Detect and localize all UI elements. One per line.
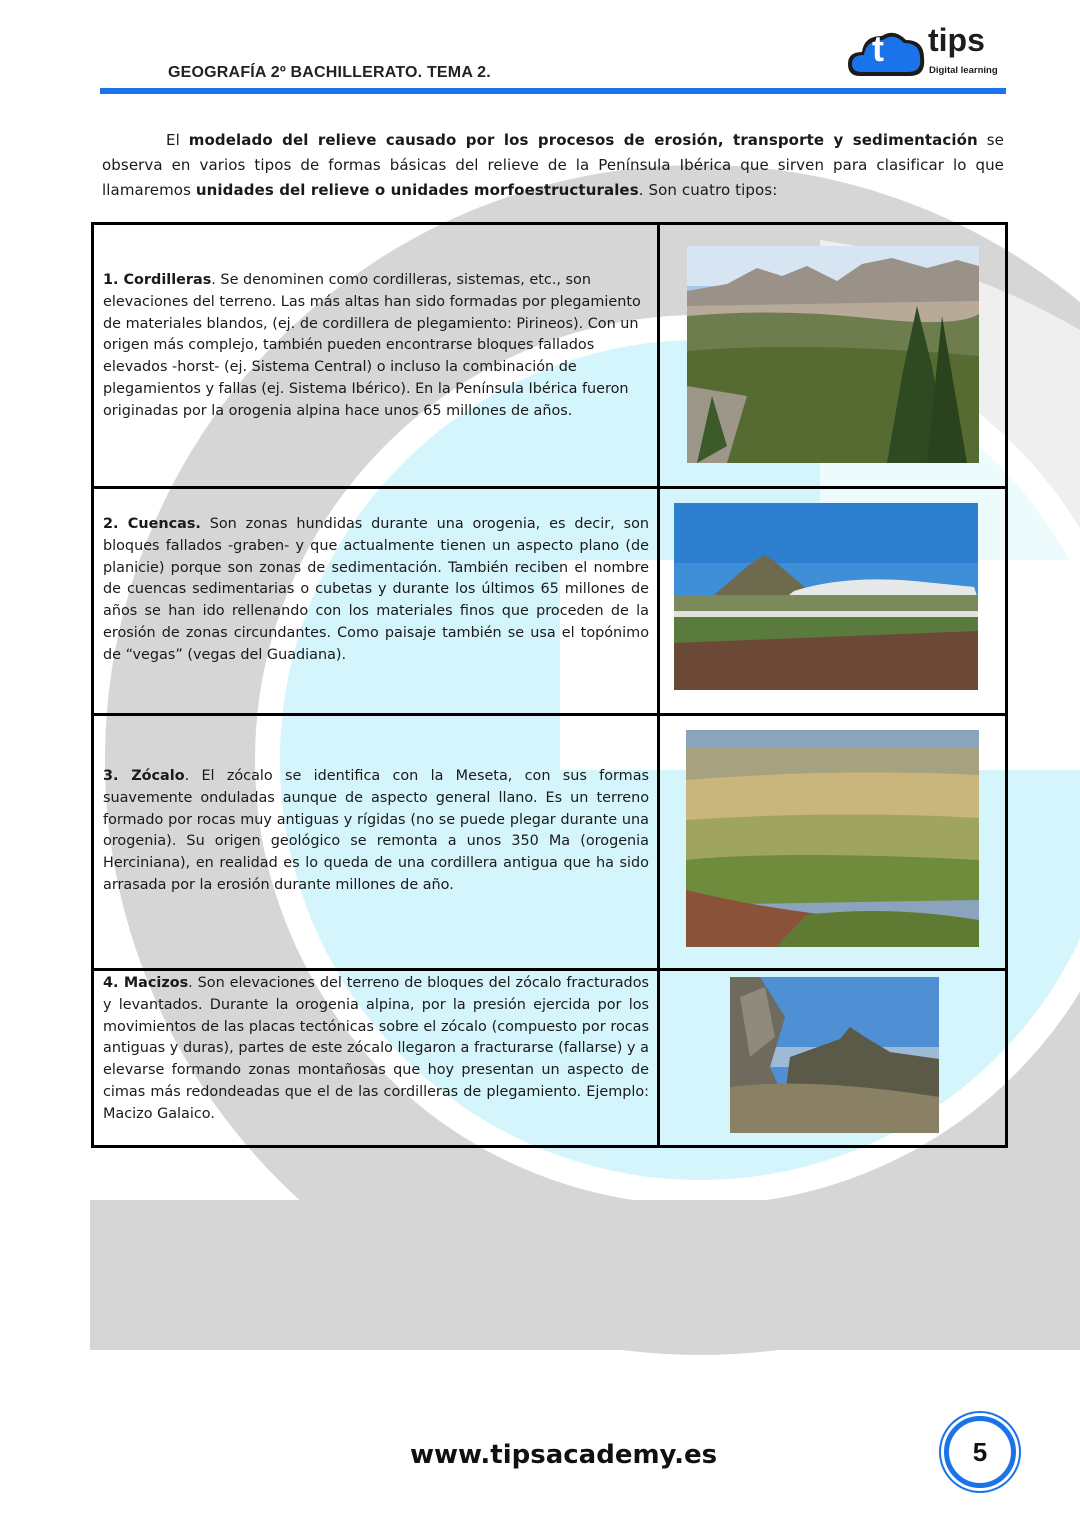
page-number: 5 <box>972 1436 988 1467</box>
unit-cuencas-text <box>103 514 649 667</box>
intro-bold-erosion: modelado del relieve causado por los procesos de erosión, transporte y sedimentación <box>188 131 978 149</box>
cloud-icon <box>848 33 924 76</box>
column-divider <box>657 225 660 1145</box>
logo-subtitle: Digital learning <box>929 65 998 76</box>
unit-zocalo-text <box>103 766 649 897</box>
unit-description: . El zócalo se identifica con la Meseta, con sus formas suavemente onduladas aunque de aspecto general llano. Es un terreno formado por rocas muy antiguas y rígidas (no se puede plegar durante una orogenia). Su origen geológico se remonta a unos 350 Ma (orogenia Herciniana), en realidad es lo queda de una cordillera antigua que ha sido arrasada por la erosión durante millones de año. <box>103 768 650 893</box>
plateau-fields-photo <box>686 730 979 947</box>
unit-heading: 2. Cuencas. <box>103 516 201 532</box>
unit-description: Son zonas hundidas durante una orogenia, es decir, son bloques fallados -graben- y que actualmente tienen un aspecto plano (de planicie) porque son zonas de sedimentación. También reciben el nombre de cuencas sedimentarias o cubetas y durante los últimos 65 millones de años se han ido rellenando con los materiales finos que proceden de la erosión de zonas circundantes. Como paisaje también se usa el topónimo de “vegas” (vegas del Guadiana). <box>103 516 649 663</box>
logo-wordmark: tips <box>928 22 985 58</box>
unit-cordilleras-text <box>103 270 649 423</box>
footer-website-url: www.tipsacademy.es <box>410 1440 718 1470</box>
unit-heading: 3. Zócalo <box>103 768 185 784</box>
intro-text: se observa en varios tipos de formas básicas del relieve de la Península Ibérica que sirven para clasificar lo que llamaremos <box>102 131 1004 199</box>
intro-text: El <box>166 131 189 149</box>
unit-heading: 4. Macizos <box>103 975 189 991</box>
relief-units-table <box>91 222 1008 1148</box>
mountain-range-photo <box>687 246 979 463</box>
unit-description: . Son elevaciones del terreno de bloques del zócalo fracturados y levantados. Durante la orogenia alpina, por la presión ejercida por los movimientos de las placas tectónicas sobre el zócalo (compuesto por rocas antiguas y duras), partes de este zócalo llegaron a fracturarse (fallarse) y a elevarse formando zonas montañosas que hoy presentan un aspecto de cimas más redondeadas que el de las cordilleras de plegamiento. Ejemplo: Macizo Galaico. <box>103 975 649 1122</box>
page-number-badge <box>944 1416 1016 1488</box>
row-divider <box>94 713 1005 716</box>
intro-text: . Son cuatro tipos: <box>638 181 778 199</box>
intro-bold-units: unidades del relieve o unidades morfoestructurales <box>195 181 639 199</box>
basin-plain-photo <box>674 503 978 690</box>
row-divider <box>94 486 1005 489</box>
unit-description: . Se denominen como cordilleras, sistemas, etc., son elevaciones del terreno. Las más altas han sido formadas por plegamiento de materiales blandos, (ej. de cordillera de plegamiento: Pirineos). Con un origen más complejo, también pueden encontrarse bloques fallados elevados -horst- (ej. Sistema Central) o incluso la combinación de plegamientos y fallas (ej. Sistema Ibérico). En la Península Ibérica fueron originadas por la orogenia alpina hace unos 65 millones de años. <box>103 272 641 419</box>
massif-rocks-photo <box>730 977 939 1133</box>
header-rule <box>100 88 1006 94</box>
unit-heading: 1. Cordilleras <box>103 272 212 288</box>
document-header-title: GEOGRAFÍA 2º BACHILLERATO. TEMA 2. <box>168 64 491 81</box>
row-divider <box>94 968 1005 971</box>
logo-letter: t <box>872 28 884 69</box>
unit-macizos-text <box>103 973 649 1126</box>
intro-paragraph <box>102 128 1004 203</box>
